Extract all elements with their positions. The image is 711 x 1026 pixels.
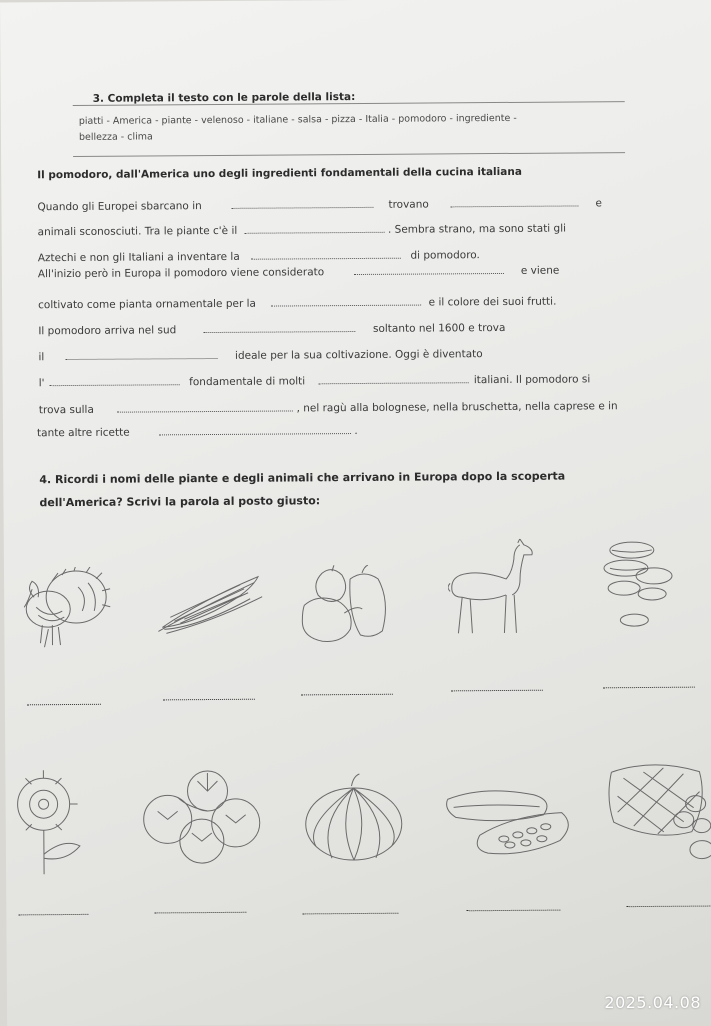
answer-line[interactable] [603,686,695,689]
text-segment: l' [38,377,45,390]
text-segment: il [38,351,45,364]
exercise-3-heading: 3. Completa il testo con le parole della lista: [92,91,356,105]
text-segment: animali sconosciuti. Tra le piante c'è il [37,224,238,239]
text-line-10 [37,423,358,439]
blank-1[interactable] [231,197,373,209]
text-title: Il pomodoro, dall'America uno degli ingredienti fondamentali della cucina italiana [37,165,522,182]
text-line-7 [38,346,482,363]
photo-timestamp: 2025.04.08 [604,993,701,1012]
text-segment: e il colore dei suoi frutti. [428,295,557,309]
text-line-3 [38,247,480,264]
text-segment: di pomodoro. [410,249,480,262]
answer-line[interactable] [18,913,88,915]
blank-3[interactable] [245,222,385,234]
text-segment: coltivato come pianta ornamentale per la [38,297,257,312]
text-segment: e viene [520,264,560,277]
blank-2[interactable] [450,195,578,207]
blank-4[interactable] [251,248,401,260]
tomatoes-icon [137,767,266,868]
blank-7[interactable] [204,321,356,333]
blank-8[interactable] [66,348,218,360]
text-segment: Aztechi e non gli Italiani a inventare la [37,250,240,265]
corn-icon [154,571,266,636]
exercise-4-heading-line-1: 4. Ricordi i nomi delle piante e degli animali che arrivano in Europa dopo la scoperta [39,469,566,487]
text-segment: e [595,197,602,210]
text-segment: tante altre ricette [36,426,130,440]
blank-5[interactable] [353,263,503,275]
answer-line[interactable] [163,698,255,701]
answer-line[interactable] [301,693,393,696]
text-line-1 [37,195,602,213]
text-segment: . Sembra strano, ma sono stati gli [387,222,567,236]
blank-9[interactable] [50,374,180,386]
text-line-9 [39,398,618,416]
answer-line[interactable] [154,911,246,914]
answer-line[interactable] [302,912,398,915]
peanuts-icon [602,538,681,631]
text-segment: trovano [388,198,429,211]
blank-12[interactable] [159,423,351,435]
text-segment: All'inizio però in Europa il pomodoro viene considerato [37,266,325,281]
word-list-line-1: piatti - America - piante - velenoso - italiane - salsa - pizza - Italia - pomodoro - ingrediente - [78,112,517,127]
answer-line[interactable] [466,909,560,912]
text-segment: fondamentale di molti [189,375,306,389]
text-line-4 [38,263,560,281]
text-segment: trova sulla [38,403,94,417]
word-list-line-2: bellezza - clima [78,131,153,143]
blank-6[interactable] [271,295,421,307]
text-segment: . [354,424,358,438]
word-list-box [73,101,625,157]
sunflower-icon [13,766,94,877]
potatoes-icon [603,762,711,863]
pumpkin-icon [301,772,406,865]
text-segment: Quando gli Europei sbarcano in [37,200,202,214]
blank-11[interactable] [117,400,293,412]
answer-line[interactable] [451,689,543,692]
text-segment: , nel ragù alla bolognese, nella bruschetta, nella caprese e in [296,400,618,415]
text-segment: italiani. Il pomodoro si [473,373,591,387]
turkey-icon [18,567,115,653]
text-line-5 [38,294,556,312]
peppers-icon [298,565,397,646]
text-segment: Il pomodoro arriva nel sud [38,324,177,338]
exercise-4-heading-line-2: dell'America? Scrivi la parola al posto giusto: [39,494,321,510]
cocoa-icon [443,784,575,857]
answer-line[interactable] [27,703,101,706]
text-line-6 [38,320,505,337]
text-line-8 [39,371,591,389]
text-segment: soltanto nel 1600 e trova [372,321,506,335]
blank-10[interactable] [318,372,468,384]
answer-line[interactable] [626,905,711,908]
llama-icon [448,539,539,636]
text-line-2 [38,221,567,239]
text-segment: ideale per la sua coltivazione. Oggi è diventato [234,348,483,362]
